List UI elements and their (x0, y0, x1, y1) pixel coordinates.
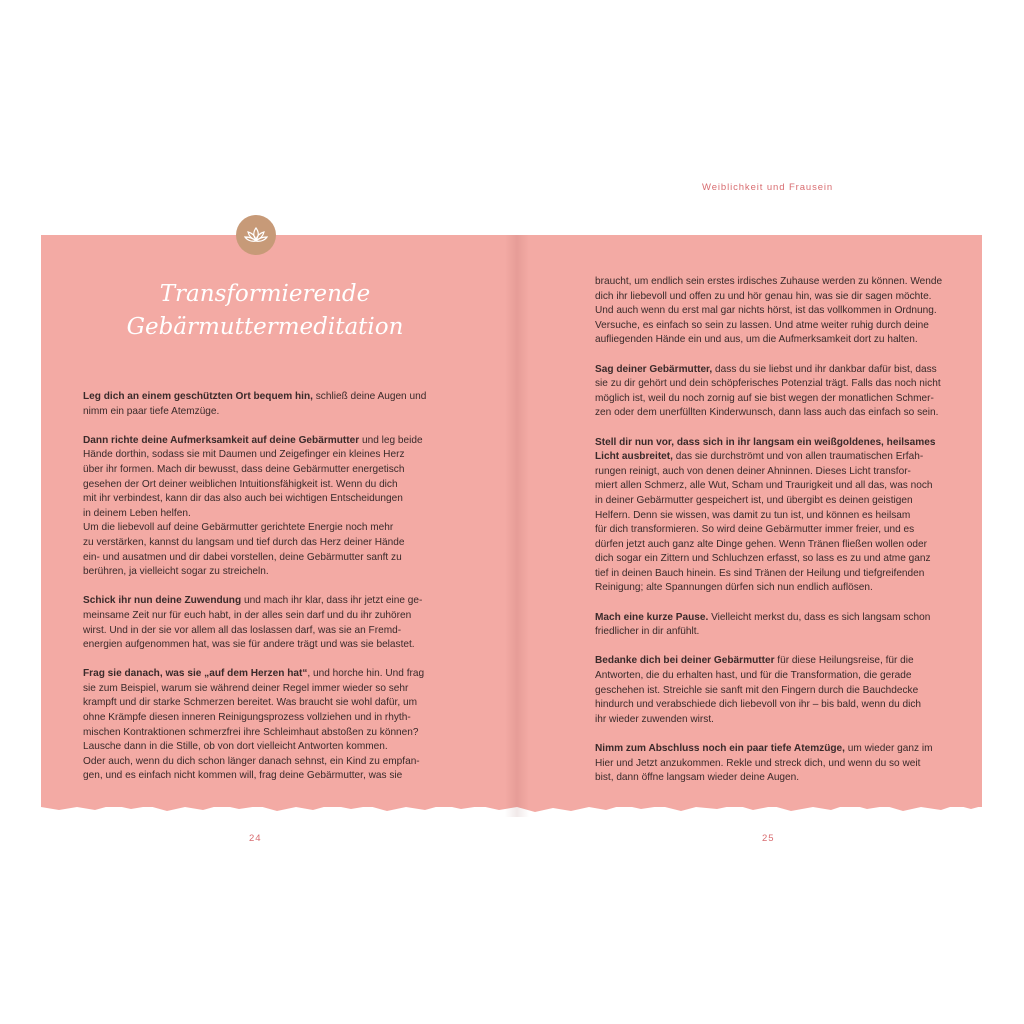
paragraph-first-line: Sag deiner Gebärmutter, dass du sie liebst und ihr dankbar dafür bist, dass (595, 363, 937, 375)
text-line: energien aufgenommen hat, was sie für andere trägt und was sie belastet. (83, 639, 415, 651)
text-line: wirst. Und in der sie vor allem all das loslassen darf, was sie an Fremd- (83, 624, 402, 636)
text-line: mischen Kontraktionen schmerzfrei ihre Schleimhaut abstoßen zu können? (83, 726, 419, 738)
right-page-text (595, 275, 942, 800)
text-line: Helfern. Denn sie wissen, was damit zu tun ist, und können es heilsam (595, 509, 911, 521)
text-line: dich ihr liebevoll und offen zu und hör genau hin, was sie dir sagen möchte. (595, 290, 932, 302)
title-line-1: Transformierende (159, 281, 371, 307)
paragraph-lead: Dann richte deine Aufmerksamkeit auf deine Gebärmutter (83, 434, 360, 446)
text-line: meinsame Zeit nur für euch habt, in der alles sein darf und du ihr zuhören (83, 609, 412, 621)
paragraph-first-line: Dann richte deine Aufmerksamkeit auf deine Gebärmutter und leg beide (83, 434, 423, 446)
paragraph (595, 611, 942, 640)
paragraph (595, 654, 942, 727)
text-line: Reinigung; alte Spannungen dürfen sich nun endlich auflösen. (595, 582, 873, 594)
left-page-text (83, 390, 426, 799)
text-line: ihr wieder zuwenden wirst. (595, 713, 714, 725)
paragraph-lead-continued: Licht ausbreitet, (595, 451, 673, 463)
text-line: Um die liebevoll auf deine Gebärmutter gerichtete Energie noch mehr (83, 522, 394, 534)
paragraph-second-line: Licht ausbreitet, das sie durchströmt und von allen traumatischen Erfah- (595, 451, 924, 463)
text-line: in deinem Leben helfen. (83, 507, 191, 519)
paragraph-first-line: Leg dich an einem geschützten Ort bequem hin, schließ deine Augen und (83, 391, 427, 402)
text-line: aufliegenden Hände ein und aus, um die Aufmerksamkeit dort zu halten. (595, 334, 918, 346)
paragraph-first-line: Frag sie danach, was sie „auf dem Herzen hat“, und horche hin. Und frag (83, 668, 425, 680)
paragraph-lead: Mach eine kurze Pause. (595, 611, 709, 623)
paragraph-first-line: Mach eine kurze Pause. Vielleicht merkst du, dass es sich langsam schon (595, 611, 931, 623)
paragraph-lead: Bedanke dich bei deiner Gebärmutter (595, 655, 775, 667)
text-line: ohne Krämpfe diesen inneren Reinigungsprozess vollziehen und in rhyth- (83, 712, 411, 724)
paragraph (595, 275, 942, 348)
text-line: hindurch und verabschiede dich liebevoll von ihr – bis bald, wenn du dich (595, 699, 922, 711)
text-line: gen, und es einfach nicht kommen will, frag deine Gebärmutter, was sie (83, 770, 403, 782)
page-number-left: 24 (249, 833, 262, 844)
text-line: geschehen ist. Streichle sie sanft mit den Fingern durch die Bauchdecke (595, 684, 919, 696)
title-line-2: Gebärmuttermeditation (126, 314, 404, 340)
text-line: sie zu dir gehört und dein schöpferisches Potenzial trägt. Falls das noch nicht (595, 378, 941, 390)
paragraph-lead: Schick ihr nun deine Zuwendung (83, 595, 242, 607)
paragraph-first-line: braucht, um endlich sein erstes irdisches Zuhause werden zu können. Wende (595, 276, 943, 287)
text-line: dürfen jetzt auch ganz alte Dinge gehen. Wenn Tränen fließen wollen oder (595, 538, 927, 550)
text-line: möglich ist, weil du noch zornig auf sie bist wegen der monatlichen Schmer- (595, 392, 934, 404)
text-line: miert allen Schmerz, alle Wut, Scham und Traurigkeit und all das, was noch (595, 480, 933, 492)
text-line: Und auch wenn du erst mal gar nichts hörst, ist das vollkommen in Ordnung. (595, 305, 937, 317)
page-title (120, 278, 410, 344)
text-line: bist, dann öffne langsam wieder deine Augen. (595, 772, 800, 784)
running-header: Weiblichkeit und Frausein (702, 182, 834, 193)
book-gutter (505, 235, 529, 817)
text-line: Versuche, es einfach so sein zu lassen. Und atme weiter ruhig durch deine (595, 319, 929, 331)
text-line: Hier und Jetzt anzukommen. Rekle und streck dich, und wenn du so weit (595, 757, 921, 769)
text-line: nimm ein paar tiefe Atemzüge. (83, 405, 220, 417)
paragraph (83, 667, 426, 784)
paragraph-lead: Nimm zum Abschluss noch ein paar tiefe Atemzüge, (595, 743, 845, 754)
paragraph (595, 363, 942, 421)
paragraph-first-line (595, 436, 942, 451)
chapter-badge (236, 215, 276, 255)
text-line: berühren, ja vielleicht sogar zu streicheln. (83, 566, 269, 578)
text-line: krampft und dir starke Schmerzen bereitet. Was braucht sie wohl dafür, um (83, 697, 417, 709)
text-line: gesehen der Ort deiner weiblichen Intuitionsfähigkeit ist. Wenn du dich (83, 478, 398, 490)
paragraph-first-line: Schick ihr nun deine Zuwendung und mach ihr klar, dass ihr jetzt eine ge- (83, 595, 423, 607)
text-line: tief in deinen Bauch hinein. Es sind Tränen der Heilung und tiefgreifenden (595, 567, 925, 579)
lotus-icon (243, 225, 269, 245)
text-line: rungen reinigt, auch von denen deiner Ahninnen. Dieses Licht transfor- (595, 465, 911, 477)
paragraph-lead: Stell dir nun vor, dass sich in ihr langsam ein weißgoldenes, heilsames (595, 436, 936, 448)
paragraph (83, 434, 426, 580)
paragraph-lead: Frag sie danach, was sie „auf dem Herzen hat“ (83, 668, 308, 680)
text-line: mit ihr verbindest, kann dir das also auch bei wichtigen Entscheidungen (83, 493, 403, 505)
paragraph (83, 390, 426, 419)
text-line: sie zum Beispiel, warum sie während deiner Regel immer wieder so sehr (83, 682, 409, 694)
text-line: für dich transformieren. So wird deine Gebärmutter immer freier, und es (595, 524, 915, 536)
paragraph-first-line: Nimm zum Abschluss noch ein paar tiefe Atemzüge, um wieder ganz im (595, 743, 933, 754)
paragraph (595, 436, 942, 597)
paragraph-lead: Leg dich an einem geschützten Ort bequem hin, (83, 391, 313, 402)
text-line: dich sogar ein Zittern und Schluchzen erfasst, so lass es zu und atme ganz (595, 553, 931, 565)
text-line: Hände dorthin, sodass sie mit Daumen und Zeigefinger ein kleines Herz (83, 449, 405, 461)
text-line: in deiner Gebärmutter gespeichert ist, und übergibt es deinen geistigen (595, 494, 913, 506)
paragraph (595, 742, 942, 786)
text-line: zen oder dem unerfüllten Kinderwunsch, dann lass auch das einfach so sein. (595, 407, 939, 419)
paragraph-lead: Sag deiner Gebärmutter, (595, 363, 713, 375)
text-line: Oder auch, wenn du dich schon länger danach sehnst, ein Kind zu empfan- (83, 755, 420, 767)
text-line: friedlicher in dir anfühlt. (595, 626, 700, 638)
text-line: Lausche dann in die Stille, ob von dort vielleicht Antworten kommen. (83, 741, 388, 753)
paragraph (83, 594, 426, 652)
paragraph-first-line: Bedanke dich bei deiner Gebärmutter für diese Heilungsreise, für die (595, 655, 914, 667)
text-line: Antworten, die du erhalten hast, und für die Transformation, die gerade (595, 670, 912, 682)
text-line: ein- und ausatmen und dir dabei vorstellen, deine Gebärmutter sanft zu (83, 551, 402, 563)
text-line: zu verstärken, kannst du langsam und tief durch das Herz deiner Hände (83, 536, 405, 548)
page-number-right: 25 (762, 833, 775, 844)
text-line: über ihr formen. Mach dir bewusst, dass deine Gebärmutter energetisch (83, 463, 405, 475)
